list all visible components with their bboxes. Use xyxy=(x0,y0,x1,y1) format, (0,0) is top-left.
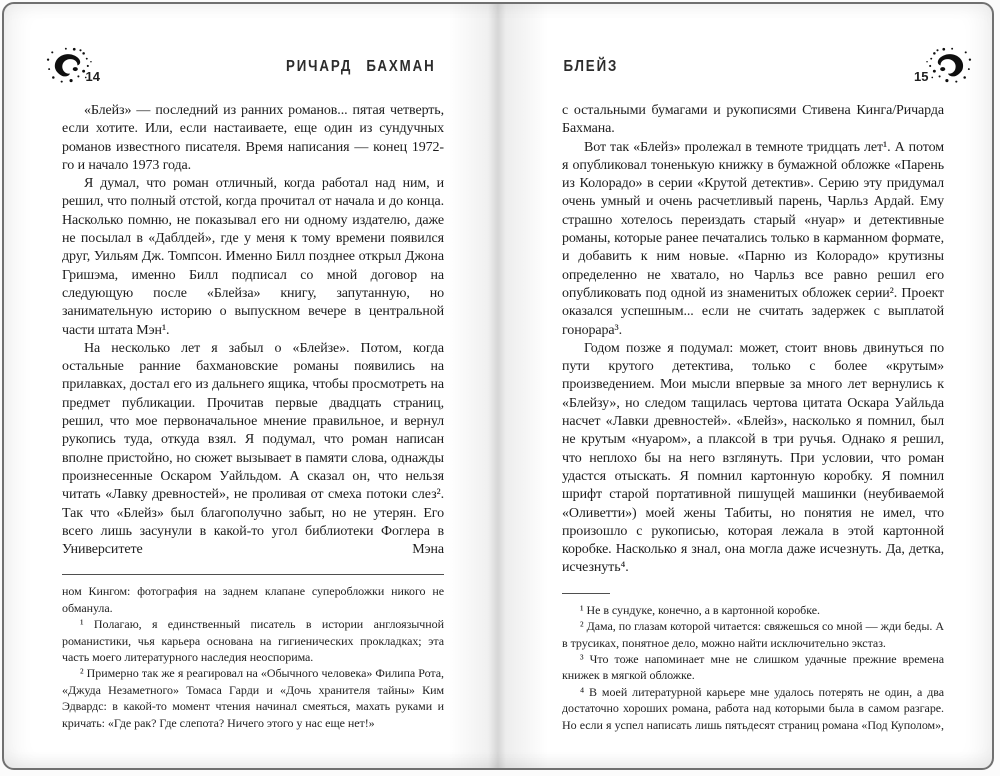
footnote: ном Кингом: фотография на заднем клапане суперобложки никого не обманула. xyxy=(62,584,444,615)
book-spread xyxy=(2,2,994,770)
left-page-number: 14 xyxy=(85,69,100,84)
ink-splatter-ornament xyxy=(914,46,972,88)
ink-splatter-ornament xyxy=(46,46,100,88)
right-page-header xyxy=(562,44,944,84)
body-paragraph: Вот так «Блейз» пролежал в темноте тридцать лет¹. А потом я опубликовал тоненькую книжку в бумажной обложке «Парень из Колорадо» в серии «Крутой детектив». Серию эту придумал очень умный и очень расчетливый парень, Чарльз Ардай. Ему страшно хотелось переиздать старый «нуар» и детективные романы, которые ранее печатались только в карманном формате, и добавить к ним новые. «Парню из Колорадо» крутизны определенно не хватало, но Чарльз все равно решил его опубликовать под одной из знаменитых обложек серии². Проект оказался успешным... если не считать задержек с выплатой гонорара³. xyxy=(562,139,944,338)
footnote-separator xyxy=(62,574,444,575)
footnote: ³ Что тоже напоминает мне не слишком удачные прежние времена книжек в мягкой обложке. xyxy=(562,651,944,683)
right-footnotes-block xyxy=(562,593,944,733)
right-running-title: БЛЕЙЗ xyxy=(563,56,619,75)
left-page-body xyxy=(62,102,444,559)
right-page-number: 15 xyxy=(914,69,929,84)
footnote: ² Примерно так же я реагировал на «Обычного человека» Филипа Рота, «Джуда Незаметного» Томаса Гарди и «Дочь хранителя тайны» Ким Эдвардс: в какой-то момент чтения начинал смеяться, махать руками и кричать: «Где рак? Где слепота? Ничего этого у нас еще нет!» xyxy=(62,666,444,730)
body-paragraph: «Блейз» — последний из ранних романов... пятая четверть, если хотите. Или, если настаиваете, еще один из сундучных романов известного писателя. Время написания — конец 1972-го и начало 1973 года. xyxy=(62,103,444,173)
right-footnotes xyxy=(562,602,944,733)
ink-splatter-icon xyxy=(926,46,972,88)
right-page-body xyxy=(562,102,944,578)
left-page-header xyxy=(62,44,444,84)
body-paragraph: Я думал, что роман отличный, когда работал над ним, и решил, что полный отстой, когда прочитал от начала и до конца. Насколько помню, не показывал его ни одному издателю, даже не посылал в «Даблдей», где у меня к тому времени появился друг, Уильям Дж. Томпсон. Именно Билл позднее открыл Джона Гришэма, именно Билл подписал со мной договор на следующую после «Блейза» книгу, запутанную, но занимательную историю о выпускном вечере в центральной части штата Мэн¹. xyxy=(62,176,444,338)
right-page xyxy=(498,4,992,768)
footnote: ¹ Не в сундуке, конечно, а в картонной коробке. xyxy=(580,602,820,617)
body-paragraph: Годом позже я подумал: может, стоит вновь двинуться по пути крутого детектива, только с более «крутым» произведением. Мои мысли впервые за много лет вернулись к «Блейзу», но следом тащилась чертова цитата Оскара Уайльда насчет «Лавки древностей». «Блейз», насколько я помнил, был не крутым «нуаром», а плаксой в три ручья. Однако я решил, что неплохо бы на него взглянуть. При условии, что роман удастся отыскать. Я помнил картонную коробку. Я помнил шрифт старой портативной пишущей машинки (неубиваемой «Оливетти») моей жены Табиты, но понятия не имел, что произошло с рукописью, которая лежала в этой картонной коробке. Насколько я знал, она могла даже исчезнуть. Да, детка, исчезнуть⁴. xyxy=(562,340,944,576)
left-page xyxy=(4,4,498,768)
footnote: ² Дама, по глазам которой читается: свяжешься со мной — жди беды. А в трусиках, понятное дело, можно найти исключительно экстаз. xyxy=(562,619,944,650)
left-footnotes xyxy=(62,583,444,731)
body-paragraph: На несколько лет я забыл о «Блейзе». Потом, когда остальные ранние бахмановские романы появились на прилавках, достал его из дальнего ящика, чтобы просмотреть на предмет публикации. Прочитав первые двадцать страниц, решил, что мое первоначальное мнение правильное, и вернул рукопись туда, откуда взял. Я подумал, что роман написан вполне пристойно, но сюжет вызывает в памяти слова, однажды произнесенные Оскаром Уайльдом. А сказал он, что нельзя читать «Лавку древностей», не проливая от смеха потоки слез². Так что «Блейз» был благополучно забыт, но не утерян. Его всего лишь засунули в какой-то угол библиотеки Фоглера в Университете Мэна xyxy=(62,340,444,558)
footnote-separator xyxy=(562,593,610,594)
left-footnotes-block xyxy=(62,574,444,731)
footnote: ¹ Полагаю, я единственный писатель в истории англоязычной романистики, чья карьера основана на гигиенических прокладках; эта часть моего литературного наследия неоспорима. xyxy=(62,617,444,665)
left-running-title: РИЧАРД БАХМАН xyxy=(286,56,437,75)
footnote: ⁴ В моей литературной карьере мне удалось потерять не один, а два достаточно хороших романа, работа над которыми была в самом разгаре. Но если я успел написать лишь пятьдесят страниц романа «Под Куполом», xyxy=(562,684,944,732)
body-paragraph: с остальными бумагами и рукописями Стивена Кинга/Ричарда Бахмана. xyxy=(562,103,944,137)
